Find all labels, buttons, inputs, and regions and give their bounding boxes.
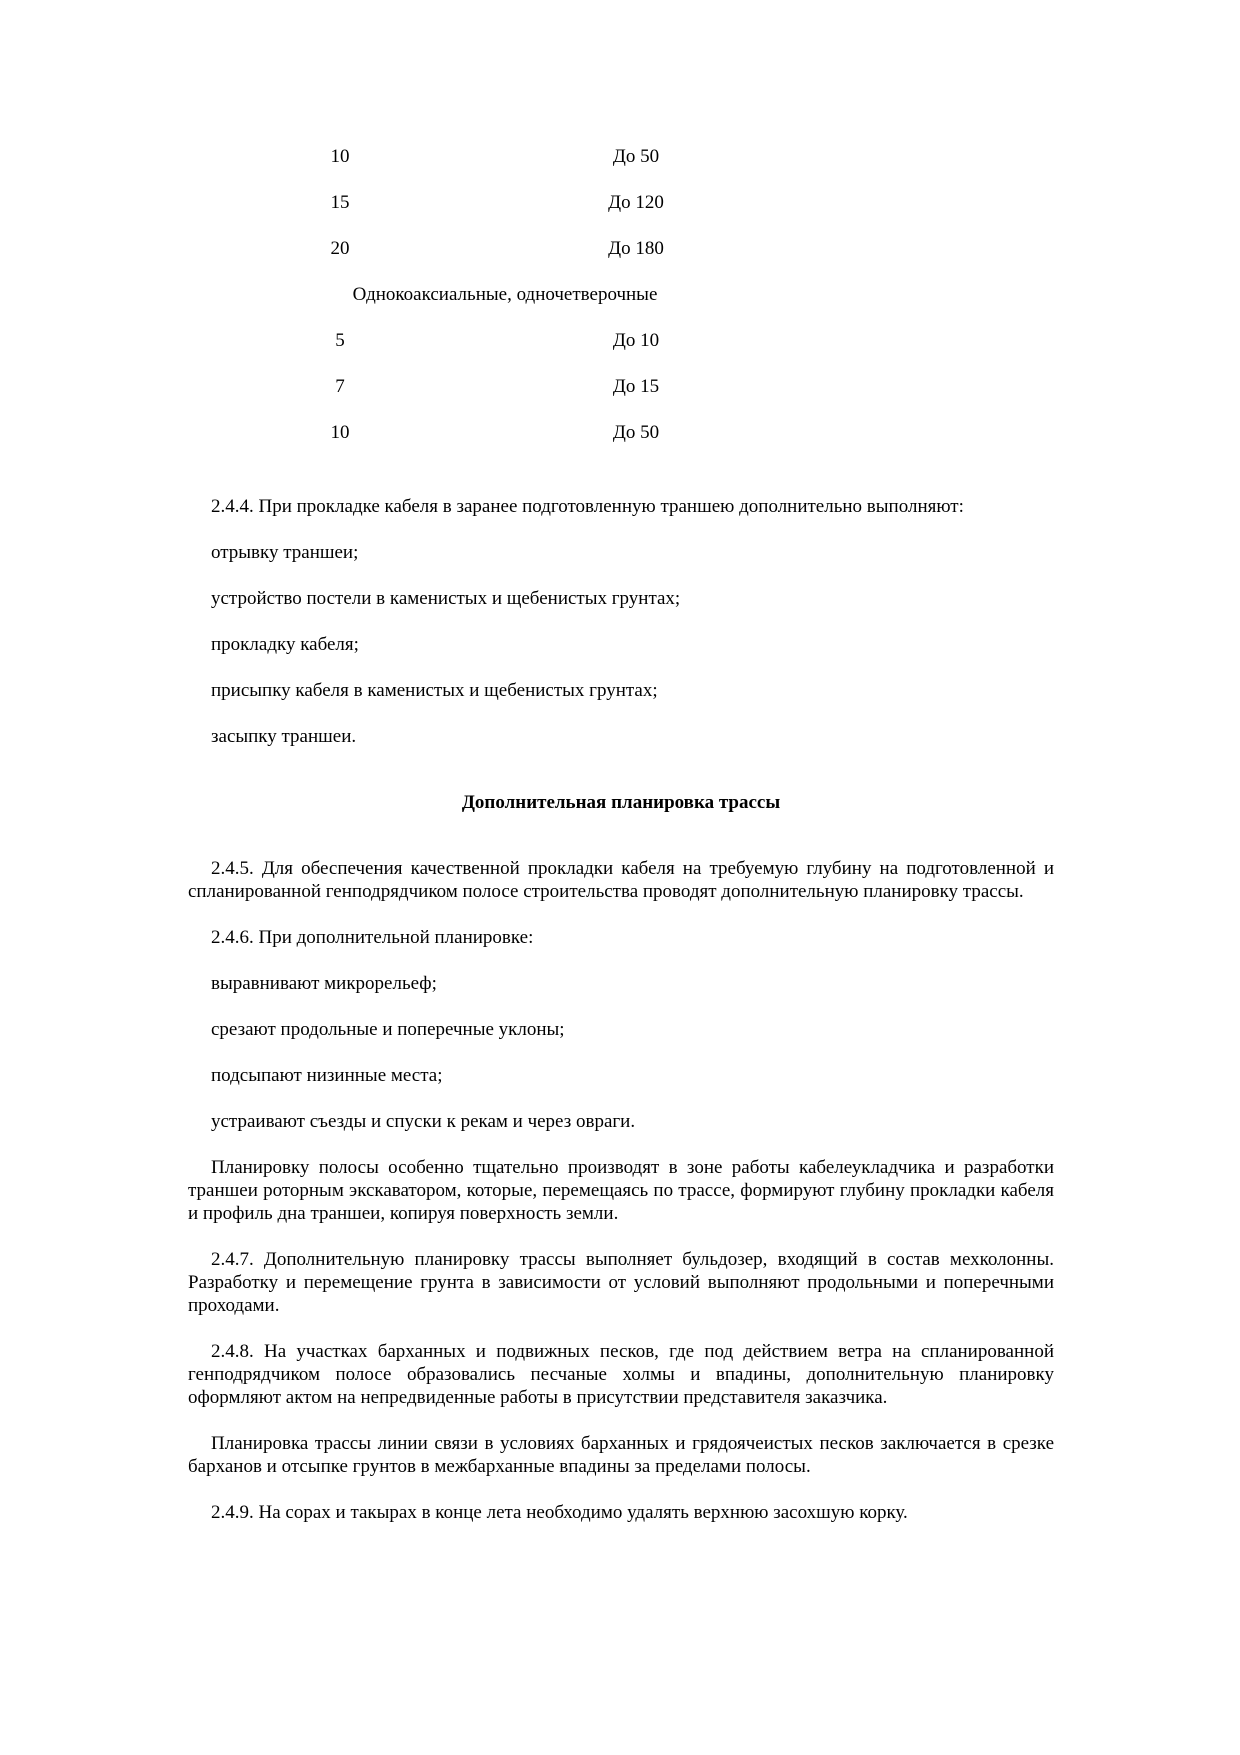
cable-table — [290, 145, 720, 467]
table-row — [290, 421, 720, 467]
table-row — [290, 329, 720, 375]
table-cell-range: До 50 — [612, 146, 660, 167]
table-row — [290, 145, 720, 191]
table-cell-range: До 120 — [608, 192, 664, 213]
paragraph-2-4-4: 2.4.4. При прокладке кабеля в заранее подготовленную траншею дополнительно выполняют: — [211, 496, 964, 517]
paragraph-2-4-8: 2.4.8. На участках барханных и подвижных песков, где под действием ветра на спланированной генподрядчиком полосе образовались песчаные холмы и впадины, дополнительную планировку оформляют актом на непредвиденные работы в присутствии представителя заказчика. — [188, 1341, 1054, 1408]
paragraph-planning: Планировку полосы особенно тщательно производят в зоне работы кабелеукладчика и разработки траншеи роторным экскаватором, которые, перемещаясь по трассе, формируют глубину прокладки кабеля и профиль дна траншеи, копируя поверхность земли. — [188, 1157, 1054, 1224]
table-cell-range: До 10 — [612, 330, 660, 351]
paragraph-2-4-6: 2.4.6. При дополнительной планировке: — [211, 927, 534, 948]
section-heading: Дополнительная планировка трассы — [461, 792, 781, 813]
list-item: присыпку кабеля в каменистых и щебенистых грунтах; — [211, 680, 658, 701]
paragraph-2-4-9: 2.4.9. На сорах и такырах в конце лета необходимо удалять верхнюю засохшую корку. — [211, 1502, 908, 1523]
list-item: прокладку кабеля; — [211, 634, 359, 655]
table-cell-count: 10 — [330, 422, 350, 443]
list-item: отрывку траншеи; — [211, 542, 359, 563]
list-item: устраивают съезды и спуски к рекам и через овраги. — [211, 1111, 636, 1132]
table-section-label: Однокоаксиальные, одночетверочные — [352, 284, 658, 305]
table-cell-count: 5 — [335, 330, 345, 351]
document-body — [188, 495, 1054, 1524]
table-row — [290, 191, 720, 237]
table-cell-count: 15 — [330, 192, 350, 213]
list-item: срезают продольные и поперечные уклоны; — [211, 1019, 565, 1040]
list-item: засыпку траншеи. — [211, 726, 357, 747]
paragraph-2-4-7: 2.4.7. Дополнительную планировку трассы выполняет бульдозер, входящий в состав мехколонны. Разработку и перемещение грунта в зависимости от условий выполняют продольными и поперечными проходами. — [188, 1249, 1054, 1316]
list-item: устройство постели в каменистых и щебенистых грунтах; — [211, 588, 681, 609]
table-section-row — [290, 283, 720, 329]
table-cell-count: 10 — [330, 146, 350, 167]
paragraph-sand: Планировка трассы линии связи в условиях барханных и грядоячеистых песков заключается в срезке барханов и отсыпке грунтов в межбарханные впадины за пределами полосы. — [188, 1433, 1054, 1477]
table-row — [290, 237, 720, 283]
paragraph-2-4-5: 2.4.5. Для обеспечения качественной прокладки кабеля на требуемую глубину на подготовленной и спланированной генподрядчиком полосе строительства проводят дополнительную планировку трассы. — [188, 858, 1054, 902]
list-item: подсыпают низинные места; — [211, 1065, 443, 1086]
table-row — [290, 375, 720, 421]
table-cell-count: 7 — [335, 376, 345, 397]
table-cell-count: 20 — [330, 238, 350, 259]
list-item: выравнивают микрорельеф; — [211, 973, 437, 994]
table-cell-range: До 50 — [612, 422, 660, 443]
table-cell-range: До 180 — [608, 238, 664, 259]
table-cell-range: До 15 — [612, 376, 660, 397]
